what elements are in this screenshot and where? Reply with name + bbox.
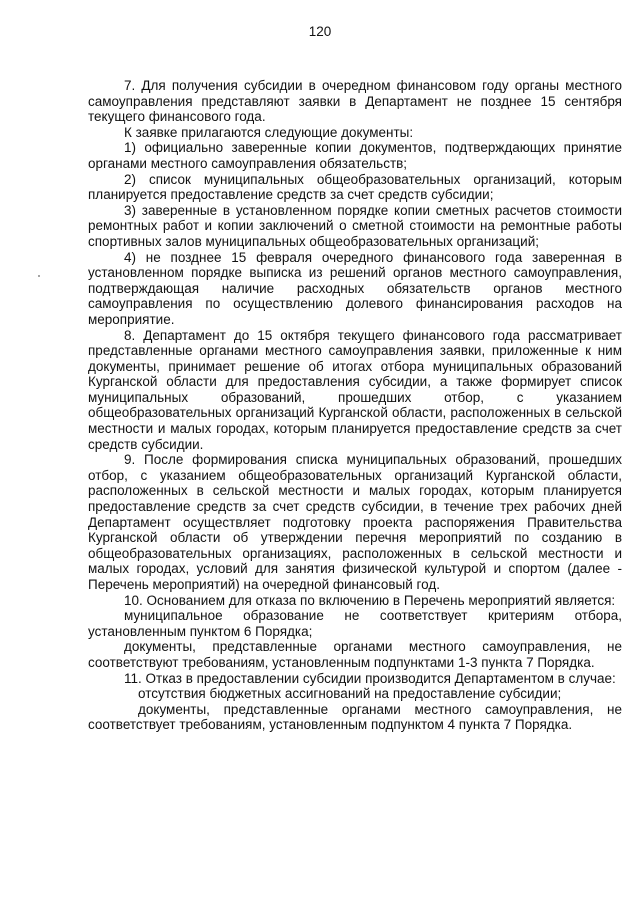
page-number: 120 <box>308 24 332 39</box>
paragraph-10: 10. Основанием для отказа по включению в Перечень мероприятий является: <box>124 592 616 608</box>
list-item-2: 2) список муниципальных общеобразовательных организаций, которым планируется предоставление средств за счет средств субсидии; <box>88 171 622 203</box>
list-item-3: 3) заверенные в установленном порядке копии сметных расчетов стоимости ремонтных работ и копии заключений о сметной стоимости на ремонтные работы спортивных залов муниципальных общеобразовательных организаций; <box>88 202 622 249</box>
paragraph-9: 9. После формирования списка муниципальных образований, прошедших отбор, с указанием общеобразовательных организаций Курганской области, расположенных в сельской местности и малых городах, которым планируется предоставление средств за счет средств субсидии, в течение трех рабочих дней Департамент осуществляет подготовку проекта распоряжения Правительства Курганской области об утверждении перечня мероприятий по созданию в общеобразовательных организациях, расположенных в сельской местности и малых городах, условий для занятия физической культурой и спортом (далее - Перечень мероприятий) на очередной финансовый год. <box>88 452 622 592</box>
list-item-4: 4) не позднее 15 февраля очередного финансового года заверенная в установленном порядке выписка из решений органов местного самоуправления, подтверждающая наличие расходных обязательств органов местного самоуправления по осуществлению долевого финансирования расходов на мероприятие. <box>88 249 622 327</box>
denial-case-1: отсутствия бюджетных ассигнований на предоставление субсидии; <box>138 686 562 702</box>
refusal-reason-1: муниципальное образование не соответствует критериям отбора, установленным пунктом 6 Порядка; <box>88 608 622 639</box>
refusal-reason-2: документы, представленные органами местного самоуправления, не соответствуют требованиям, установленным подпунктами 1-3 пункта 7 Порядка. <box>88 639 622 670</box>
margin-speck <box>38 275 40 277</box>
list-item-1: 1) официально заверенные копии документов, подтверждающих принятие органами местного самоуправления обязательств; <box>88 140 622 171</box>
paragraph-11: 11. Отказ в предоставлении субсидии производится Департаментом в случае: <box>124 670 616 686</box>
paragraph-attachments-intro: К заявке прилагаются следующие документы: <box>124 124 414 140</box>
document-body <box>88 78 622 733</box>
paragraph-7: 7. Для получения субсидии в очередном финансовом году органы местного самоуправления представляют заявки в Департамент не позднее 15 сентября текущего финансового года. <box>88 78 622 125</box>
denial-case-2: документы, представленные органами местного самоуправления, не соответствует требованиям, установленным подпунктом 4 пункта 7 Порядка. <box>88 701 622 733</box>
paragraph-8: 8. Департамент до 15 октября текущего финансового года рассматривает представленные органами местного самоуправления заявки, приложенные к ним документы, принимает решение об итогах отбора муниципальных образований Курганской области для предоставления субсидии, а также формирует список муниципальных образований, прошедших отбор, с указанием общеобразовательных организаций Курганской области, расположенных в сельской местности и малых городах, которым планируется предоставление средств за счет средств субсидии. <box>88 327 622 452</box>
